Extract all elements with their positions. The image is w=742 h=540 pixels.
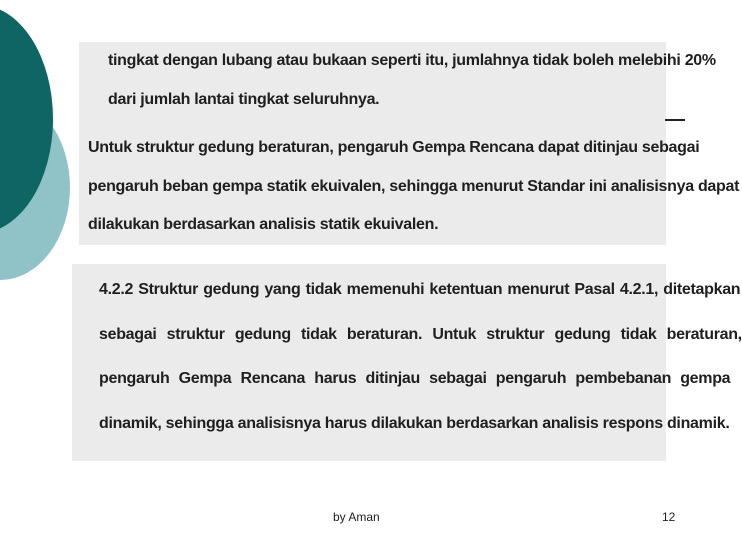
text-line: dinamik, sehingga analisisnya harus dilakukan berdasarkan analisis respons dinamik. <box>99 415 730 432</box>
scanned-text-block-1 <box>79 42 740 245</box>
text-line: tingkat dengan lubang atau bukaan seperti itu, jumlahnya tidak boleh melebihi 20% <box>108 52 716 69</box>
text-line: pengaruh Gempa Rencana harus ditinjau sebagai pengaruh pembebanan gempa <box>99 370 731 387</box>
text-line: Untuk struktur gedung beraturan, pengaruh Gempa Rencana dapat ditinjau sebagai <box>88 139 700 156</box>
text-line: pengaruh beban gempa statik ekuivalen, sehingga menurut Standar ini analisisnya dapat <box>88 178 740 195</box>
text-line: 4.2.2 Struktur gedung yang tidak memenuhi ketentuan menurut Pasal 4.2.1, ditetapkan <box>99 281 741 298</box>
text-line: dari jumlah lantai tingkat seluruhnya. <box>108 91 380 108</box>
text-line: sebagai struktur gedung tidak beraturan. Untuk struktur gedung tidak beraturan, <box>99 326 742 343</box>
scanned-text-block-2 <box>72 264 742 461</box>
divider-dash <box>665 119 685 121</box>
text-line: dilakukan berdasarkan analisis statik ekuivalen. <box>88 216 439 233</box>
page-number: 12 <box>662 510 676 524</box>
footer-author: by Aman <box>333 510 380 524</box>
